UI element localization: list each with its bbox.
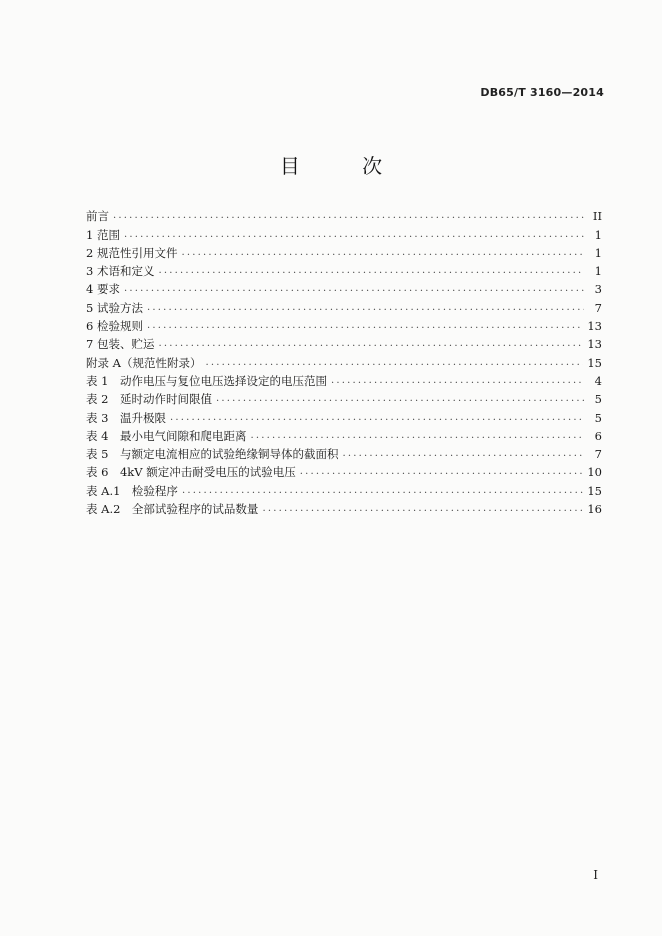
toc-entry-label: 2 规范性引用文件: [86, 245, 178, 260]
toc-entry-label: 表 6 4kV 额定冲击耐受电压的试验电压: [86, 465, 296, 480]
page-number: I: [593, 868, 598, 882]
toc-entry-label: 表 2 延时动作时间限值: [86, 392, 212, 407]
toc-entry[interactable]: [86, 278, 602, 296]
toc-entry-page: 1: [594, 227, 602, 242]
toc-entry-label: 5 试验方法: [86, 300, 143, 315]
toc-entry[interactable]: [86, 260, 602, 278]
toc-entry-label: 表 A.1 检验程序: [86, 483, 178, 498]
toc-entry-page: 1: [594, 264, 602, 279]
toc-entry-label: 6 检验规则: [86, 319, 143, 334]
table-of-contents: [86, 205, 602, 516]
toc-dot-leader: [181, 246, 584, 260]
toc-dot-leader: [182, 484, 583, 498]
toc-entry[interactable]: [86, 406, 602, 424]
toc-entry[interactable]: [86, 296, 602, 314]
toc-entry[interactable]: [86, 461, 602, 479]
toc-entry[interactable]: [86, 443, 602, 461]
toc-dot-leader: [331, 374, 584, 388]
toc-entry-page: 7: [594, 447, 602, 462]
toc-entry-label: 表 1 动作电压与复位电压选择设定的电压范围: [86, 373, 327, 388]
toc-entry[interactable]: [86, 223, 602, 241]
toc-dot-leader: [342, 447, 584, 461]
toc-entry[interactable]: [86, 205, 602, 223]
toc-entry-label: 表 5 与额定电流相应的试验绝缘铜导体的截面积: [86, 447, 339, 462]
toc-dot-leader: [124, 282, 584, 296]
toc-dot-leader: [147, 301, 584, 315]
toc-entry[interactable]: [86, 425, 602, 443]
toc-entry-page: 5: [594, 392, 602, 407]
toc-entry-page: 5: [594, 410, 602, 425]
toc-entry[interactable]: [86, 479, 602, 497]
toc-entry[interactable]: [86, 315, 602, 333]
toc-entry-label: 附录 A（规范性附录）: [86, 355, 202, 370]
toc-dot-leader: [205, 356, 583, 370]
toc-dot-leader: [124, 228, 584, 242]
toc-dot-leader: [147, 319, 583, 333]
toc-dot-leader: [158, 264, 584, 278]
toc-entry-label: 表 4 最小电气间隙和爬电距离: [86, 428, 247, 443]
toc-entry-page: 13: [587, 319, 602, 334]
toc-dot-leader: [216, 392, 584, 406]
toc-entry-page: 3: [594, 282, 602, 297]
toc-entry-page: 1: [594, 245, 602, 260]
toc-dot-leader: [158, 337, 583, 351]
toc-entry-page: 15: [587, 355, 602, 370]
page-title: 目 次: [279, 154, 411, 178]
toc-entry-label: 1 范围: [86, 227, 120, 242]
toc-entry[interactable]: [86, 498, 602, 516]
toc-entry-page: 6: [594, 428, 602, 443]
toc-entry[interactable]: [86, 242, 602, 260]
toc-entry[interactable]: [86, 370, 602, 388]
toc-entry-page: 15: [587, 483, 602, 498]
toc-entry-page: 13: [587, 337, 602, 352]
toc-entry-page: 10: [587, 465, 602, 480]
toc-dot-leader: [250, 429, 584, 443]
toc-entry-label: 3 术语和定义: [86, 264, 155, 279]
toc-entry[interactable]: [86, 351, 602, 369]
toc-entry-label: 7 包装、贮运: [86, 337, 155, 352]
toc-entry[interactable]: [86, 388, 602, 406]
toc-entry-label: 表 A.2 全部试验程序的试品数量: [86, 502, 259, 517]
toc-entry-page: II: [592, 209, 602, 224]
toc-dot-leader: [262, 502, 583, 516]
toc-dot-leader: [170, 411, 584, 425]
standard-code: DB65/T 3160—2014: [480, 86, 604, 99]
toc-dot-leader: [113, 209, 584, 223]
toc-entry-page: 4: [594, 373, 602, 388]
toc-entry[interactable]: [86, 333, 602, 351]
toc-entry-page: 7: [594, 300, 602, 315]
toc-dot-leader: [300, 465, 584, 479]
toc-entry-label: 前言: [86, 209, 109, 224]
toc-entry-label: 4 要求: [86, 282, 120, 297]
toc-entry-label: 表 3 温升极限: [86, 410, 166, 425]
toc-entry-page: 16: [587, 502, 602, 517]
